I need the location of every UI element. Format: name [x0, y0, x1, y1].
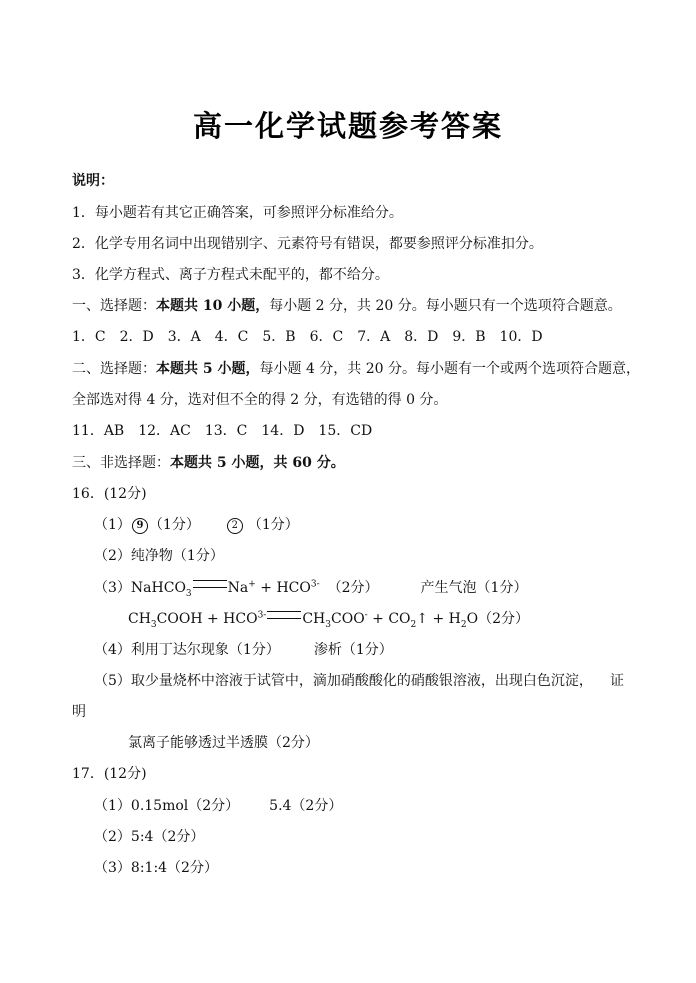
q16-part-5-wrap: 证 — [610, 673, 624, 689]
q16-part-3-equation-2 — [128, 609, 529, 629]
formula-nahco3 — [130, 580, 192, 599]
page-title: 高一化学试题参考答案 — [192, 109, 503, 143]
formula-part: O（2分） — [466, 611, 529, 627]
equals-arrow-icon — [193, 580, 227, 588]
formula-part: NaHCO — [130, 580, 186, 596]
q17-p1-answer-a: （1）0.15mol（2分） — [94, 798, 240, 814]
section-2-header — [72, 359, 640, 379]
q17-part-1 — [94, 796, 342, 816]
q17-part-2: （2）5:4（2分） — [94, 829, 205, 845]
q17-part-3: （3）8:1:4（2分） — [94, 860, 218, 876]
formula-part: CH — [128, 611, 151, 627]
section-1-prefix: 一、选择题： — [72, 298, 156, 314]
section-1-rule: 每小题 2 分，共 20 分。每小题只有一个选项符合题意。 — [269, 298, 622, 314]
subscript: 3 — [325, 619, 331, 630]
formula-part: CH — [302, 611, 326, 627]
subscript: 3 — [150, 619, 157, 630]
q16-part-2: （2）纯净物（1分） — [94, 548, 224, 564]
section-1-count: 本题共 10 小题， — [156, 298, 270, 314]
section-3-info: 本题共 5 小题，共 60 分。 — [170, 455, 345, 471]
q17-heading: 17．(12分) — [72, 766, 147, 782]
q16-part-4 — [94, 640, 393, 660]
circled-number-icon: 9 — [132, 518, 148, 534]
formula-part: + HCO — [255, 580, 311, 596]
formula-part: ↑ + H — [416, 611, 461, 627]
superscript: - — [364, 610, 368, 621]
note-2: 2．化学专用名词中出现错别字、元素符号有错误，都要参照评分标准扣分。 — [72, 236, 543, 252]
q16-p3-observation: 产生气泡（1分） — [420, 580, 528, 596]
note-1: 1．每小题若有其它正确答案，可参照评分标准给分。 — [72, 205, 403, 221]
notes-heading: 说明： — [72, 173, 114, 189]
q16-heading: 16．(12分) — [72, 486, 147, 502]
q16-part-3 — [94, 578, 527, 598]
q16-p1-score-1: （1分） — [148, 517, 200, 533]
q16-p4-answer-a: （4）利用丁达尔现象（1分） — [94, 642, 280, 658]
superscript: 3- — [257, 610, 267, 621]
q16-part-1 — [94, 515, 299, 535]
subscript: 2 — [410, 619, 417, 630]
section-2-rule: 每小题 4 分，共 20 分。每小题有一个或两个选项符合题意， — [259, 361, 641, 377]
note-3: 3．化学方程式、离子方程式未配平的，都不给分。 — [72, 267, 389, 283]
superscript: 3- — [310, 579, 320, 590]
q16-part-5-answer: 氯离子能够透过半透膜（2分） — [128, 735, 319, 751]
q16-p3-label: （3） — [94, 580, 131, 596]
superscript: + — [248, 579, 256, 590]
section-1-answers: 1．C 2．D 3．A 4．C 5．B 6．C 7．A 8．D 9．B 10．D — [72, 329, 543, 345]
q16-p3-score: （2分） — [327, 580, 379, 596]
section-2-prefix: 二、选择题： — [72, 361, 156, 377]
circled-number-icon: 2 — [227, 518, 243, 534]
formula-part: COO — [331, 611, 365, 627]
subscript: 2 — [460, 619, 467, 630]
section-2-rule-2: 全部选对得 4 分，选对但不全的得 2 分，有选错的得 0 分。 — [72, 392, 448, 408]
formula-part: COOH + HCO — [156, 611, 258, 627]
section-3-header — [72, 453, 345, 473]
section-3-prefix: 三、非选择题： — [72, 455, 170, 471]
subscript: 3 — [185, 588, 192, 599]
q16-p1-score-2: （1分） — [247, 517, 299, 533]
q16-p1-label: （1） — [94, 517, 131, 533]
q16-part-5: （5）取少量烧杯中溶液于试管中，滴加硝酸酸化的硝酸银溶液，出现白色沉淀， — [94, 673, 593, 689]
section-2-answers: 11．AB 12．AC 13．C 14．D 15．CD — [72, 423, 373, 439]
formula-part: Na — [227, 580, 249, 596]
section-2-count: 本题共 5 小题， — [156, 361, 260, 377]
q16-p4-answer-b: 渗析（1分） — [313, 642, 393, 658]
formula-part: + CO — [367, 611, 411, 627]
equals-arrow-icon — [267, 611, 301, 619]
q17-p1-answer-b: 5.4（2分） — [269, 798, 343, 814]
q16-part-5-cont: 明 — [72, 704, 86, 720]
section-1-header — [72, 296, 622, 316]
